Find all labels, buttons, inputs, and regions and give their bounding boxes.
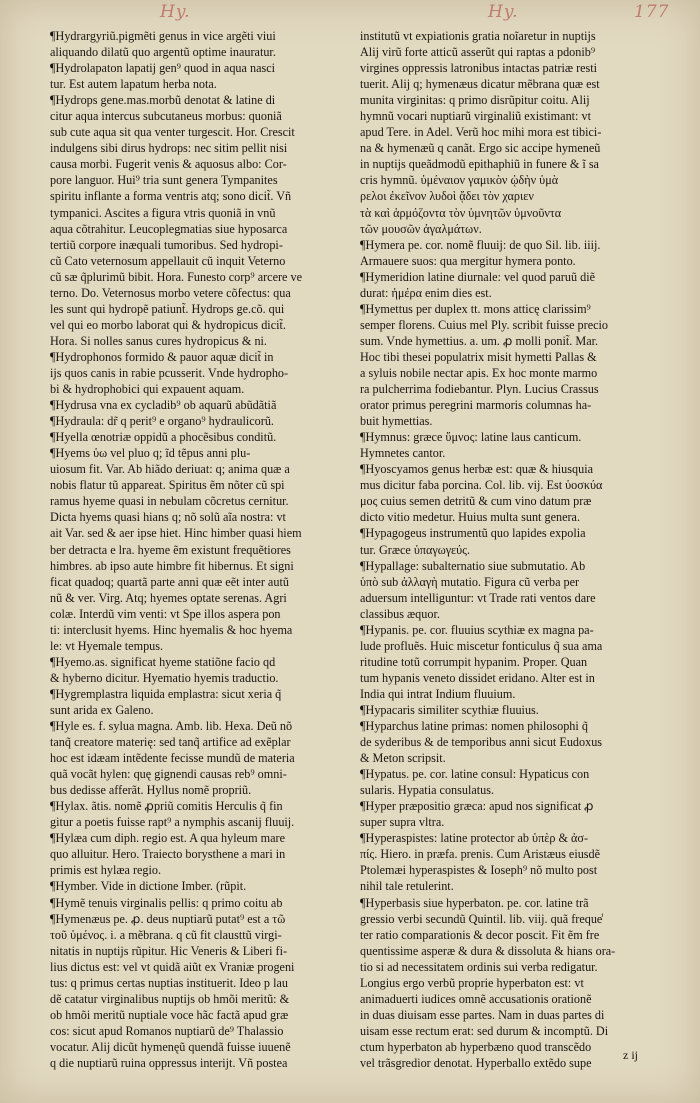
text-line: himbres. ab ipso aute himbre fit hibernus. Et signi [50, 558, 294, 573]
text-line: vel qui eo morbo laborat qui & hydropicus dicit̃. [50, 317, 286, 332]
text-line: colæ. Interdũ vim venti: vt Spe illos aspera pon [50, 606, 281, 621]
text-line: aduersum intelliguntur: vt Trade rati ventos dare [360, 590, 596, 605]
text-line: virgines oppressis latronibus intactas patriæ resti [360, 61, 598, 76]
text-line: gressio verbi secundũ Quintil. lib. viij. quã freque̾ [360, 911, 603, 926]
text-line: in nuptijs queãdmodũ epithaphiũ in funere & ĩ sa [360, 157, 599, 172]
text-line: ¶Hydrophonos formido & pauor aquæ dicit̃ in [50, 349, 274, 364]
text-line: ¶Hyoscyamos genus herbæ est: quæ & hiusquia [360, 462, 594, 477]
text-line: ¶Hymeridion latine diurnale: vel quod paruũ diẽ [360, 269, 595, 284]
text-line: semper florens. Cuius mel Ply. scribit fuisse precio [360, 317, 608, 332]
margin-note-center: Hy. [488, 2, 519, 22]
text-line: tanq̃ creatore materię: sed tanq̃ artifice ad exẽplar [50, 735, 291, 750]
text-line: na & hymenæũ q canãt. Ergo sic accipe hymeneũ [360, 141, 601, 156]
text-line: ¶Hymera pe. cor. nomẽ fluuij: de quo Sil. lib. iiij. [360, 237, 601, 252]
text-line: indulgens sibi dirus hydrops: nec sitim pellit nisi [50, 141, 288, 156]
text-line: tus: q primus certas nuptias instituerit. Ideo p lau [50, 975, 288, 990]
text-line: ¶Hydraula: dr̃ q perit⁹ e organo⁹ hydraulicorũ. [50, 414, 274, 429]
text-line: ijs quos canis in rabie pcusserit. Vnde hydropho- [50, 365, 289, 380]
text-line: mus dicitur faba porcina. Col. lib. vij. Est ὑοσκύα [360, 478, 603, 493]
text-line: tum hypanis veneto dissidet eridano. Alter est in [360, 670, 595, 685]
text-line: tur. Græce ὑπαγωγεύς. [360, 542, 470, 557]
text-line: lius dictus est: vel vt quidã aiũt ex Vraniæ progeni [50, 959, 295, 974]
text-line: lude profluẽs. Huic miscetur fonticulus q̃ sua ama [360, 638, 603, 653]
text-line: nobis flatur tũ appareat. Spiritus ẽm nõter cũ spi [50, 478, 285, 493]
text-line: q die nuptiarũ ruina oppressus interijt. Vñ postea [50, 1056, 288, 1070]
text-line: dicto vitio medetur. Huius multa sunt genera. [360, 510, 581, 525]
text-line: ob hmõi meritũ nuptiale voce hãc factã apud græ [50, 1007, 289, 1022]
text-line: tur. Est autem lapatum herba nota. [50, 77, 217, 92]
text-line: ¶Hylæa cum diph. regio est. A qua hyleum mare [50, 831, 286, 846]
text-line: Hymnetes cantor. [360, 446, 446, 461]
text-line: ait Var. sed & aer ipse hiet. Hinc himber quasi hiem [50, 526, 302, 541]
text-line: ¶Hygremplastra liquida emplastra: sicut xeria q̃ [50, 686, 282, 701]
text-line: hymnũ vocari nuptiarũ virginaliũ existimant: vt [360, 109, 591, 124]
text-line: ¶Hypallage: subalternatio siue submutatio. Ab [360, 558, 586, 573]
text-line: de syderibus & de temporibus anni sicut Eudoxus [360, 735, 603, 750]
text-line: Dicta hyems quasi hians q; nõ solũ aĩa nostra: vt [50, 510, 286, 525]
text-line: Hora. Si nolles sanus cures hydropicus & ni. [50, 333, 267, 348]
text-line: ¶Hydrops gene.mas.morbũ denotat & latine di [50, 93, 276, 108]
text-line: tertiũ corpore inæquali tumoribus. Sed hydropi- [50, 237, 283, 252]
text-line: ¶Hymenæus pe. ꝓ. deus nuptiarũ putat⁹ est a τῶ [50, 911, 286, 926]
text-line: hoc est idæam intẽdente fecisse mundũ de materia [50, 751, 295, 766]
text-line: causa morbi. Fugerit venis & aquosus albo: Cor- [50, 157, 287, 172]
text-line: τὰ καὶ ἁρμόζοντα τὸν ὑμνητῶν ὑμνοῦντα [360, 205, 562, 220]
text-line: cos: sicut apud Romanos nuptiarũ de⁹ Thalassio [50, 1023, 284, 1038]
right-text-column [360, 28, 648, 1071]
text-line: vocatur. Alij dicũt hymenęũ quendã fuisse iuuenẽ [50, 1039, 291, 1054]
text-line: apud Tere. in Adel. Verũ hoc mihi mora est tibici- [360, 125, 602, 140]
text-line: spiritu inflante a forma ventris atq; sono dicit̃. Vñ [50, 189, 292, 204]
left-text-column [50, 28, 334, 1071]
text-line: ctum hyperbaton ab hyperbæno quod transcẽdo [360, 1039, 592, 1054]
text-line: terno. Do. Veternosus morbo vetere cõfectus: qua [50, 285, 291, 300]
text-line: ti: interclusit hyems. Hinc hyemalis & hoc hyema [50, 622, 293, 637]
text-line: durat: ἡμέρα enim dies est. [360, 285, 492, 300]
text-line: τῶν μουσῶν ἀγαλμάτων. [360, 221, 482, 236]
text-line: ¶Hypatus. pe. cor. latine consul: Hypaticus con [360, 767, 590, 782]
text-line: munita virginitas: q primo disrũpitur coitu. Alij [360, 93, 590, 108]
text-line: ¶Hyemo.as. significat hyeme statiõne facio qd [50, 654, 276, 669]
text-line: pore languor. Hui⁹ tria sunt genera Tympanites [50, 173, 278, 188]
text-line: les sunt qui hydropẽ patiunt̃. Hydrops ge.cõ. qui [50, 301, 285, 316]
text-line: ber detracta e lra. hyeme ẽm existunt frequẽtiores [50, 542, 291, 557]
text-line: ¶Hyems ὑω vel pluo q; ĩd tẽpus anni plu- [50, 446, 251, 461]
text-line: le: vt Hyemale tempus. [50, 638, 164, 653]
text-line: aliquando dilatũ quo argentũ optime inauratur. [50, 45, 276, 60]
text-line: nitatis in nuptijs rũpitur. Hic Veneris & Liberi fi- [50, 943, 288, 958]
text-line: quã vocãt hylen: quę gignendi causas reb⁹ omni- [50, 767, 287, 782]
text-line: τοῦ ὑμένος. i. a mẽbrana. q cũ fit clausttũ virgi- [50, 927, 282, 942]
text-line: ter ratio comparationis & decor poscit. Fit ẽm fre [360, 927, 600, 942]
margin-note-left: Hy. [160, 2, 191, 22]
text-line: a syluis nobile nectar apis. Ex hoc monte marmo [360, 365, 598, 380]
text-line: institutũ vt expiationis gratia noĩaretur in nuptijs [360, 29, 596, 43]
text-line: ¶Hymber. Vide in dictione Imber. (rũpit. [50, 879, 247, 894]
text-line: ¶Hypanis. pe. cor. fluuius scythiæ ex magna pa- [360, 622, 594, 637]
text-line: ¶Hymettus per duplex tt. mons atticę clarissim⁹ [360, 301, 591, 316]
text-line: bus dedisse afferãt. Hyllus nomẽ propriũ. [50, 783, 252, 798]
text-line: Hoc tibi thesei populatrix misit hymetti Pallas & [360, 349, 597, 364]
text-line: nihil tale retulerint. [360, 879, 454, 894]
text-line: ¶Hydrargyriũ.pigmẽti genus in vice argẽti viui [50, 29, 276, 43]
text-line: gitur a poetis fuisse rapt⁹ a nymphis ascanij fluuij. [50, 815, 295, 830]
text-line: & hyberno dicitur. Hyematio hyemis traductio. [50, 670, 279, 685]
text-line: super supra vltra. [360, 815, 445, 830]
text-line: uisam esse rectum erat: sed durum & incomptũ. Di [360, 1023, 609, 1038]
text-line: ra pulcherrima fodiebantur. Plyn. Lucius Crassus [360, 382, 599, 397]
text-line: ¶Hyparchus latine primas: nomen philosophi q̃ [360, 719, 588, 734]
text-line: sub cute aqua sit qua venter turgescit. Hor. Crescit [50, 125, 295, 140]
text-line: cũ Cato veternosum appellauit cũ inquit Veterno [50, 253, 286, 268]
text-line: India qui intrat Indium fluuium. [360, 686, 516, 701]
text-line: ¶Hylax. ãtis. nomẽ ꝓpriũ comitis Herculis q̃ fin [50, 799, 283, 814]
text-line: in duas diuisam esse partes. Nam in duas partes di [360, 1007, 605, 1022]
text-line: ¶Hyella œnotriæ oppidũ a phocẽsibus conditũ. [50, 430, 277, 445]
text-line: tympanici. Ascites a figura vtris quoniã in vnũ [50, 205, 276, 220]
text-line: ¶Hypagogeus instrumentũ quo lapides expolia [360, 526, 586, 541]
text-line: classibus æquor. [360, 606, 440, 621]
text-line: cris hymnũ. ὑμέναιον γαμικὸν ᾠδὴν ὑμὰ [360, 173, 559, 188]
text-line: ¶Hyperbasis siue hyperbaton. pe. cor. latine trã [360, 895, 589, 910]
text-line: & Meton scripsit. [360, 751, 446, 766]
text-line: tio si ad necessitatem ordinis sui verba redigatur. [360, 959, 598, 974]
text-line: tuerit. Alij q; hymenæus dicatur mẽbrana quæ est [360, 77, 600, 92]
text-line: ficat quadoq; quartã parte anni quæ eẽt inter autũ [50, 574, 289, 589]
text-line: πίς. Hiero. in præfa. prenis. Cum Aristæus eiusdẽ [360, 847, 601, 862]
text-line: sularis. Hypatia consulatus. [360, 783, 495, 798]
text-line: Armauere suos: qua mergitur hymera ponto. [360, 253, 576, 268]
text-line: ¶Hyle es. f. sylua magna. Amb. lib. Hexa. Deũ nõ [50, 719, 293, 734]
text-line: vel trãsgredior denotat. Hyperballo extẽdo supe [360, 1056, 592, 1070]
text-line: ritudine totũ corrumpit hypanim. Proper. Quan [360, 654, 588, 669]
text-line: uiosum fit. Var. Ab hiãdo deriuat: q; anima quæ a [50, 462, 290, 477]
text-line: ¶Hymnus: græce ὕμνος: latine laus canticum. [360, 430, 582, 445]
text-line: ¶Hymẽ tenuis virginalis pellis: q primo coitu ab [50, 895, 283, 910]
text-line: ¶Hyper præpositio græca: apud nos significat ꝓ [360, 799, 594, 814]
text-line: ¶Hydrolapaton lapatij gen⁹ quod in aqua nasci [50, 61, 276, 76]
text-line: ρελοι ἐκεῖνον λυδοὶ ᾄδει τὸν χαριεν [360, 189, 534, 204]
text-line: ¶Hydrusa vna ex cycladib⁹ ob aquarũ abũdãtiã [50, 398, 277, 413]
text-line: cũ sæ q̃plurimũ bibit. Hora. Funesto corp⁹ arcere ve [50, 269, 302, 284]
text-line: sum. Vnde hymettius. a. um. ꝓ molli ponit̃. Mar. [360, 333, 599, 348]
text-line: buit hymettias. [360, 414, 433, 429]
text-line: Ptolemæi hyperaspistes & Ioseph⁹ nõ multo post [360, 863, 598, 878]
text-line: quentissime asperæ & dura & dissoluta & hians ora- [360, 943, 616, 958]
text-line: aqua cõtrahitur. Leucoplegmatias siue hyposarca [50, 221, 288, 236]
text-line: ¶Hypacaris similiter scythiæ fluuius. [360, 702, 539, 717]
text-line: ramus hyeme quasi in nebulam cõcretus cernitur. [50, 494, 289, 509]
text-line: ὑπὸ sub ἀλλαγὴ mutatio. Figura cũ verba per [360, 574, 580, 589]
signature-mark: z ij [623, 1048, 638, 1062]
text-line: dẽ catatur virginalibus nuptijs ob hmõi meritũ: & [50, 991, 290, 1006]
text-line: sunt arida ex Galeno. [50, 702, 154, 717]
text-line: animaduerti iudices omnẽ accusationis orationẽ [360, 991, 592, 1006]
text-line: bi & hydrophobici qui expauent aquam. [50, 382, 245, 397]
text-line: citur aqua intercus subcutaneus morbus: quoniã [50, 109, 282, 124]
text-line: ¶Hyperaspistes: latine protector ab ὑπὲρ & ἀσ- [360, 831, 589, 846]
text-line: quo alluitur. Hero. Traiecto borysthene a mari in [50, 847, 286, 862]
text-line: primis est hylæa regio. [50, 863, 162, 878]
text-line: orator primus peregrini marmoris columnas ha- [360, 398, 592, 413]
text-line: Longius ergo verbũ proprie hyperbaton est: vt [360, 975, 584, 990]
folio-number: 177 [634, 2, 670, 22]
text-line: nũ & ver. Virg. Atq; hyemes optate serenas. Agri [50, 590, 287, 605]
text-line: μος cuius semen detritũ & cum vino datum præ [360, 494, 592, 509]
text-line: Alij virũ forte atticũ asserũt qui raptas a pdonib⁹ [360, 45, 596, 60]
